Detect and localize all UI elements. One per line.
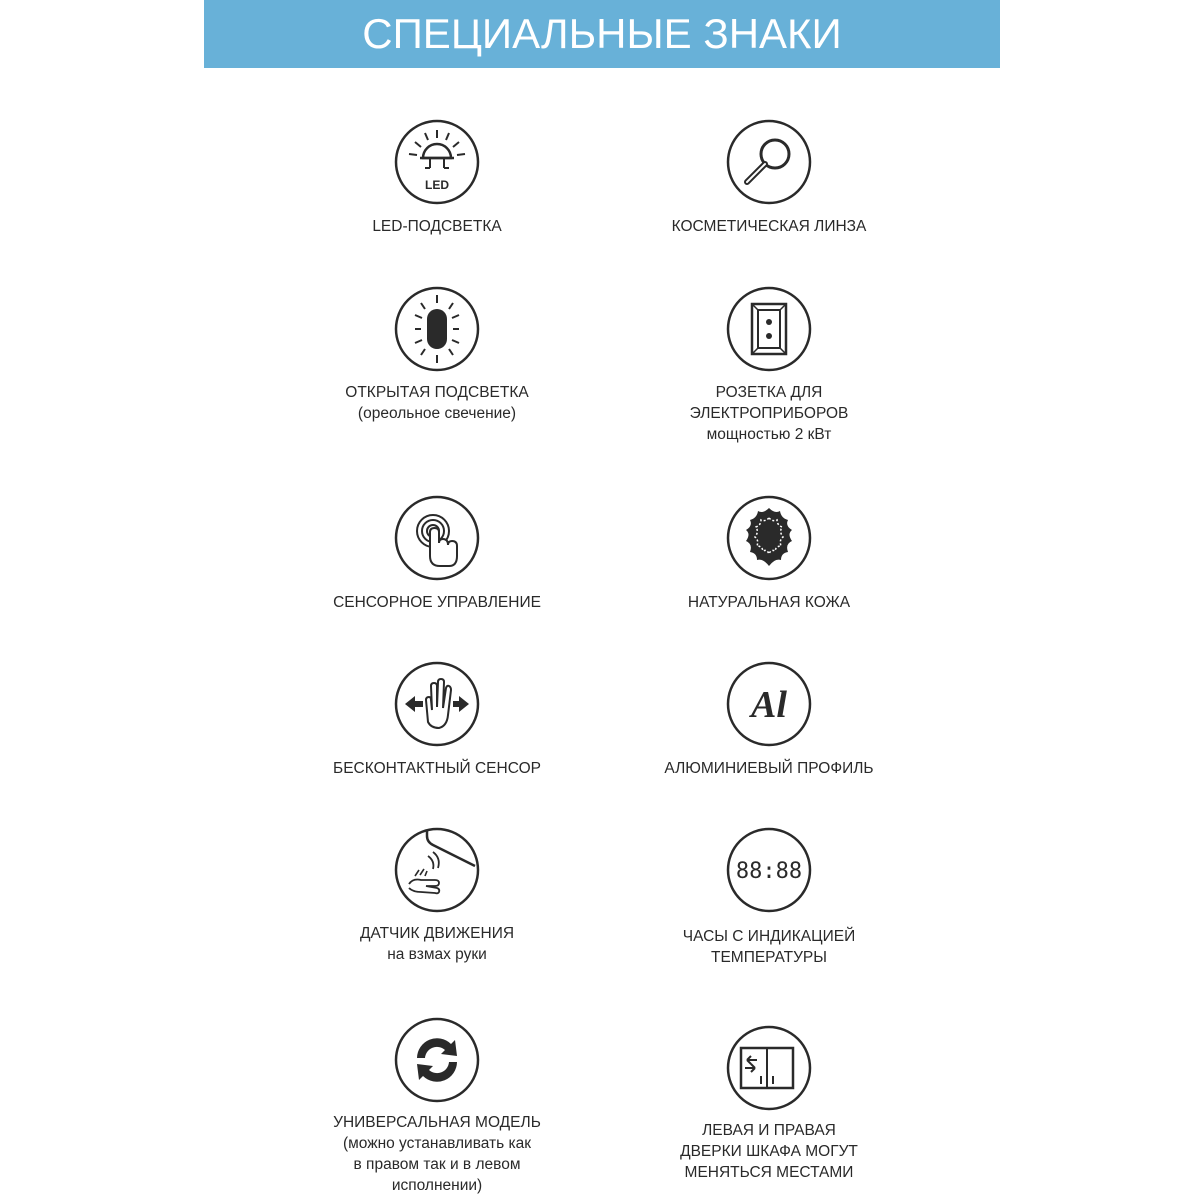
feature-label xyxy=(287,758,587,779)
feature-label-line: РОЗЕТКА ДЛЯ xyxy=(715,384,823,401)
feature-label xyxy=(619,216,919,237)
aluminium-icon xyxy=(725,660,813,748)
feature-label-line: мощностью 2 кВт xyxy=(706,426,832,443)
feature-label xyxy=(287,592,587,613)
feature-label-line: ДВЕРКИ ШКАФА МОГУТ xyxy=(680,1143,858,1160)
feature-label-line: СЕНСОРНОЕ УПРАВЛЕНИЕ xyxy=(333,594,541,611)
feature-label-line: ОТКРЫТАЯ ПОДСВЕТКА xyxy=(345,384,529,401)
feature-label-line: исполнении) xyxy=(391,1177,483,1194)
feature-label-line: ЭЛЕКТРОПРИБОРОВ xyxy=(689,405,849,422)
feature-label xyxy=(287,923,587,965)
feature-label xyxy=(619,926,919,968)
feature-label xyxy=(619,758,919,779)
magnifier-icon xyxy=(725,118,813,206)
feature-label-line: в правом так и в левом xyxy=(353,1156,521,1173)
clock-icon xyxy=(725,826,813,914)
feature-label-line: на взмах руки xyxy=(387,946,487,963)
feature-label xyxy=(619,592,919,613)
feature-label-line: УНИВЕРСАЛЬНАЯ МОДЕЛЬ xyxy=(333,1114,541,1131)
feature-label-line: НАТУРАЛЬНАЯ КОЖА xyxy=(687,594,851,611)
touch-icon xyxy=(393,494,481,582)
feature-label-line: КОСМЕТИЧЕСКАЯ ЛИНЗА xyxy=(671,218,867,235)
leather-icon xyxy=(725,494,813,582)
doors-swap-icon xyxy=(725,1024,813,1112)
feature-label xyxy=(287,382,587,424)
feature-label xyxy=(287,216,587,237)
feature-label-line: ЧАСЫ С ИНДИКАЦИЕЙ xyxy=(682,928,856,945)
page-title: СПЕЦИАЛЬНЫЕ ЗНАКИ xyxy=(362,10,842,57)
svg-text:88:88: 88:88 xyxy=(735,859,803,884)
feature-label-line: ТЕМПЕРАТУРЫ xyxy=(710,949,827,966)
contactless-icon xyxy=(393,660,481,748)
led-light-icon xyxy=(393,118,481,206)
feature-label-line: БЕСКОНТАКТНЫЙ СЕНСОР xyxy=(333,760,541,777)
header-bar xyxy=(204,0,1000,68)
universal-icon xyxy=(393,1016,481,1104)
feature-label xyxy=(619,382,919,445)
motion-sensor-icon xyxy=(393,826,481,914)
socket-icon xyxy=(725,285,813,373)
feature-label-line: ДАТЧИК ДВИЖЕНИЯ xyxy=(359,925,515,942)
feature-label-line: МЕНЯТЬСЯ МЕСТАМИ xyxy=(684,1164,854,1181)
feature-label xyxy=(287,1112,587,1196)
svg-text:LED: LED xyxy=(425,178,449,192)
feature-label-line: АЛЮМИНИЕВЫЙ ПРОФИЛЬ xyxy=(664,760,874,777)
halo-light-icon xyxy=(393,285,481,373)
feature-label-line: ЛЕВАЯ И ПРАВАЯ xyxy=(702,1122,836,1139)
feature-label-line: LED-ПОДСВЕТКА xyxy=(372,218,502,235)
feature-label-line: (ореольное свечение) xyxy=(357,405,517,422)
feature-label-line: (можно устанавливать как xyxy=(342,1135,532,1152)
feature-label xyxy=(619,1120,919,1183)
svg-text:Al: Al xyxy=(751,684,787,726)
